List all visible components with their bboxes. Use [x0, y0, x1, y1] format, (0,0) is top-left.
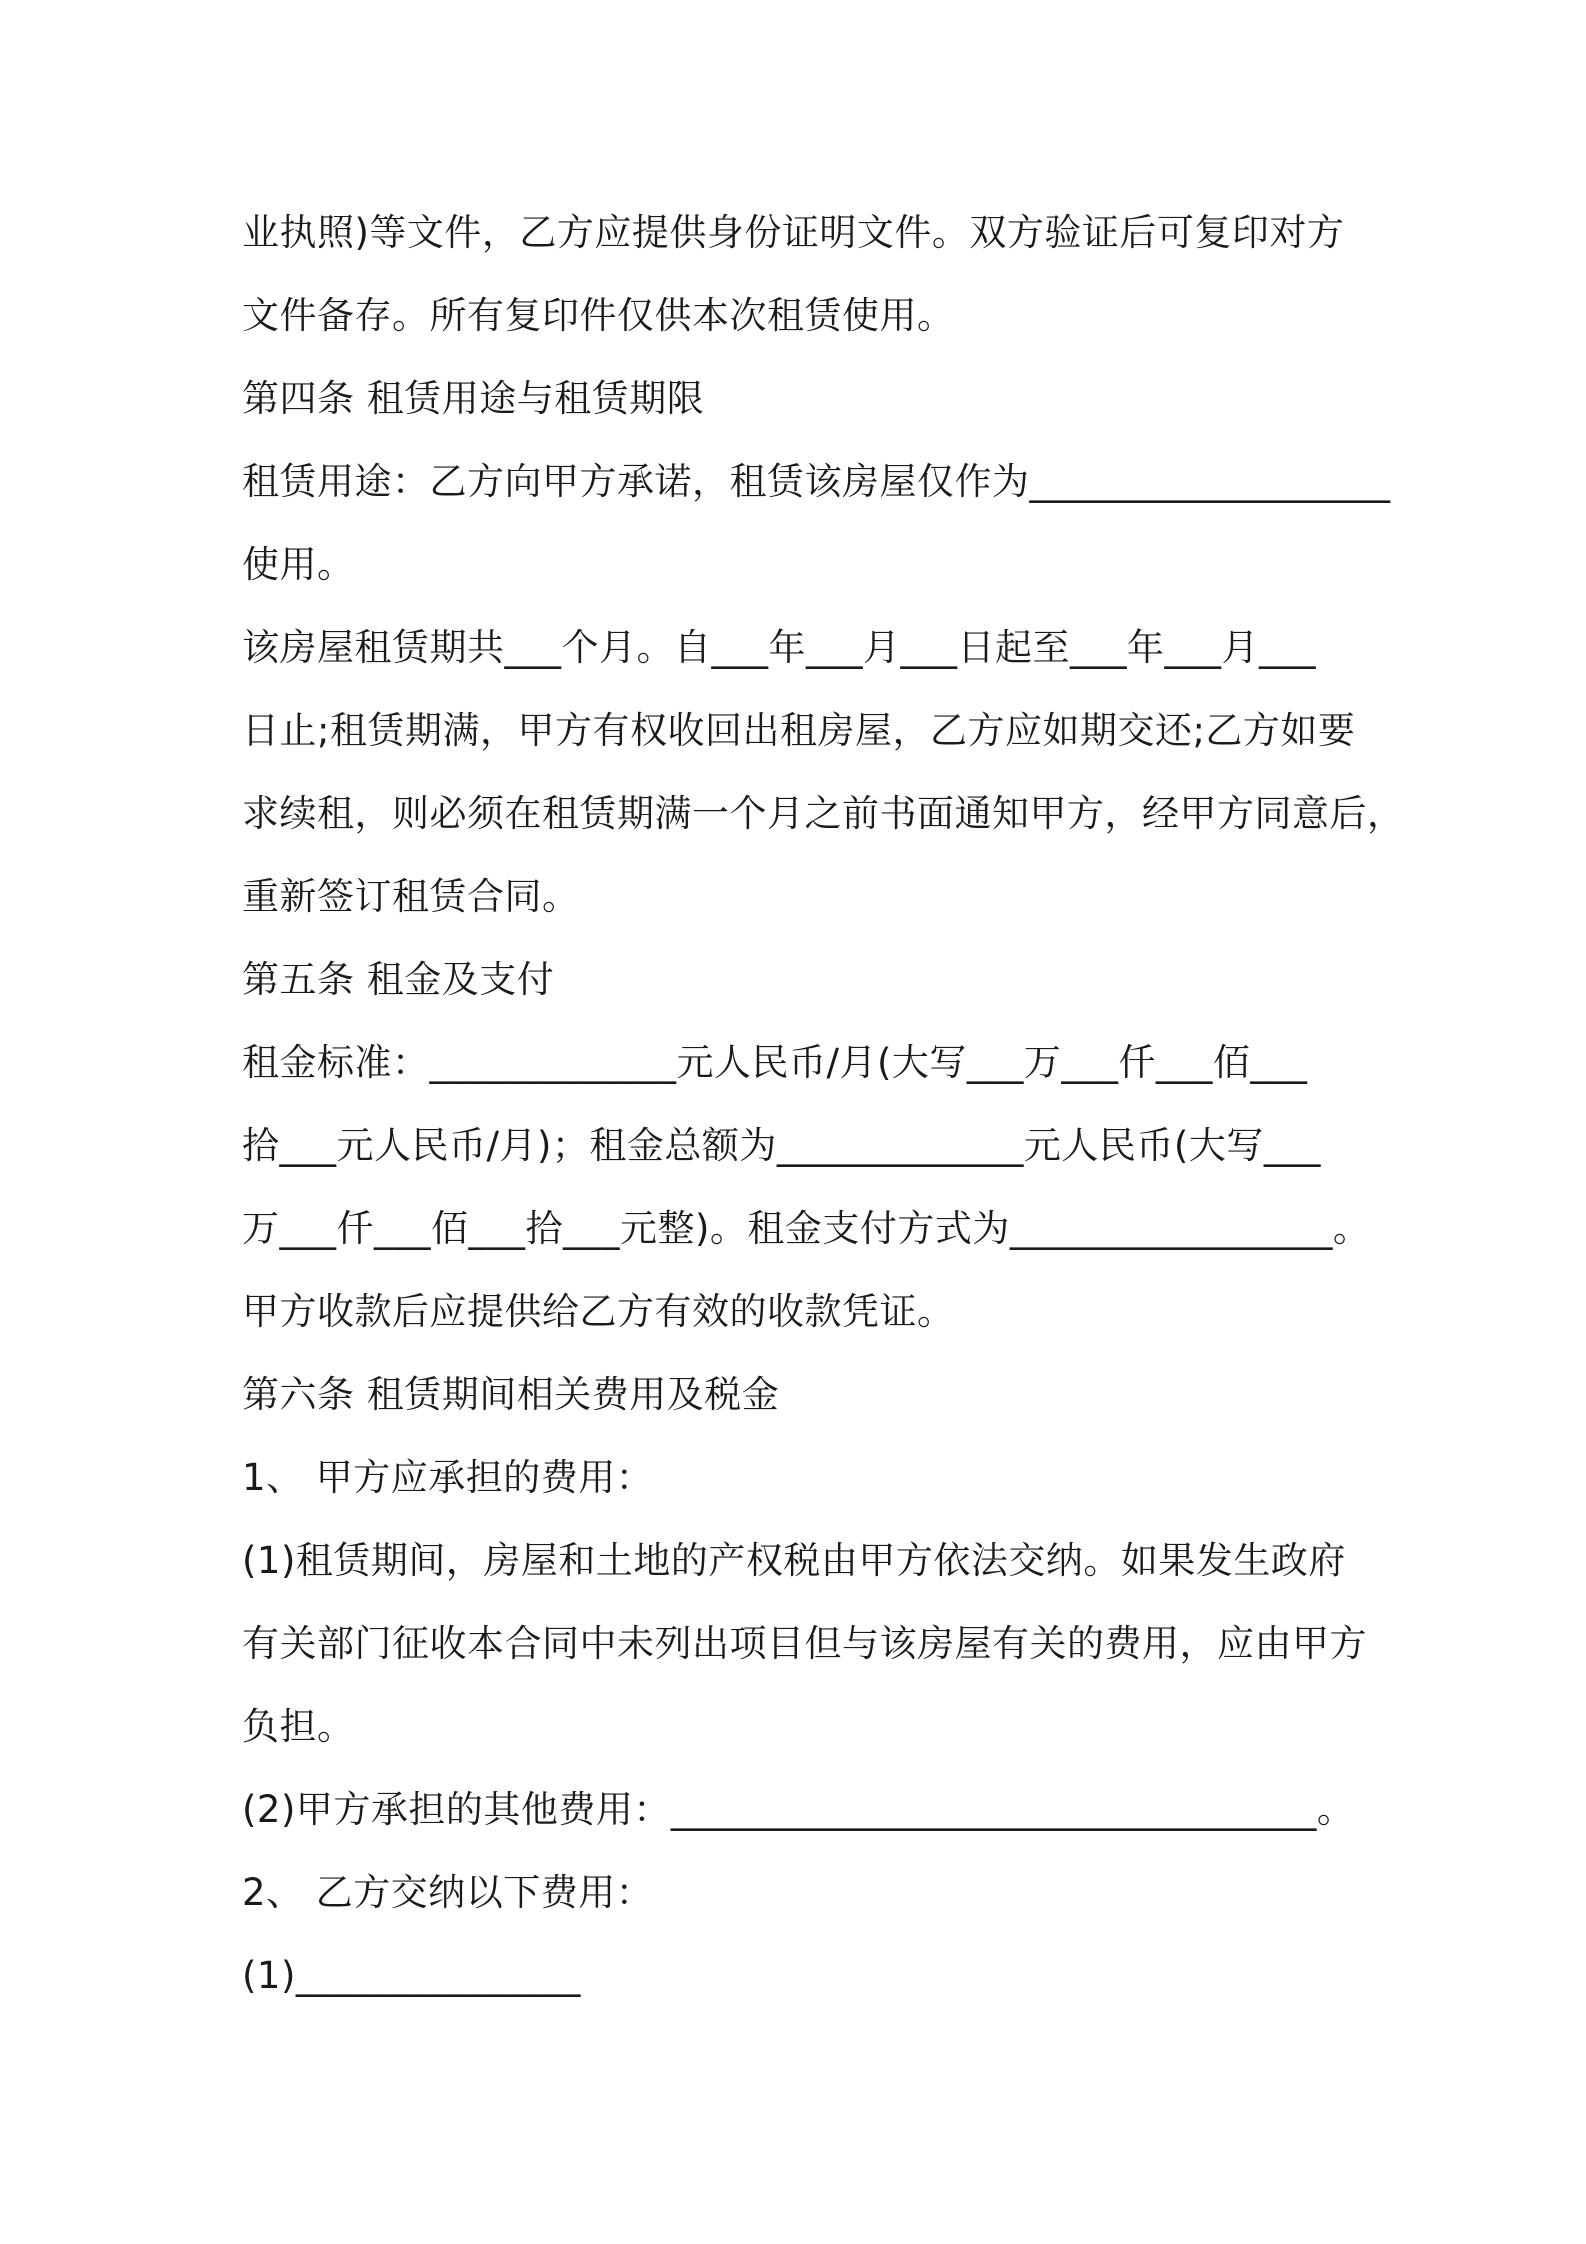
text-line: 使用。	[242, 543, 355, 586]
list-item: 1、 甲方应承担的费用：	[242, 1456, 654, 1499]
text-line: 文件备存。所有复印件仅供本次租赁使用。	[242, 294, 955, 337]
text-line: 求续租，则必须在租赁期满一个月之前书面通知甲方，经甲方同意后，	[242, 792, 1405, 835]
text-line: 日止;租赁期满，甲方有权收回出租房屋，乙方应如期交还;乙方如要	[242, 709, 1356, 752]
text-line: 租赁用途：乙方向甲方承诺，租赁该房屋仅作为___________________	[242, 460, 1391, 503]
section-heading-4: 第四条 租赁用途与租赁期限	[242, 377, 705, 420]
text-line: 租金标准：_____________元人民币/月(大写___万___仟___佰___	[242, 1041, 1308, 1084]
text-line: 甲方收款后应提供给乙方有效的收款凭证。	[242, 1290, 955, 1333]
text-line: 该房屋租赁期共___个月。自___年___月___日起至___年___月___	[242, 626, 1316, 669]
section-heading-5: 第五条 租金及支付	[242, 958, 555, 1001]
list-item: 2、 乙方交纳以下费用：	[242, 1871, 654, 1914]
section-heading-6: 第六条 租赁期间相关费用及税金	[242, 1373, 780, 1416]
text-line: (1)_______________	[242, 1954, 581, 1997]
text-line: 业执照)等文件，乙方应提供身份证明文件。双方验证后可复印对方	[242, 211, 1345, 254]
text-line: 有关部门征收本合同中未列出项目但与该房屋有关的费用，应由甲方	[242, 1622, 1367, 1665]
text-line: (1)租赁期间，房屋和土地的产权税由甲方依法交纳。如果发生政府	[242, 1539, 1346, 1582]
text-line: (2)甲方承担的其他费用：__________________________________。	[242, 1788, 1355, 1831]
text-line: 负担。	[242, 1705, 355, 1748]
text-line: 重新签订租赁合同。	[242, 875, 580, 918]
text-line: 万___仟___佰___拾___元整)。租金支付方式为_________________。	[242, 1207, 1371, 1250]
text-line: 拾___元人民币/月)；租金总额为_____________元人民币(大写___	[242, 1124, 1321, 1167]
